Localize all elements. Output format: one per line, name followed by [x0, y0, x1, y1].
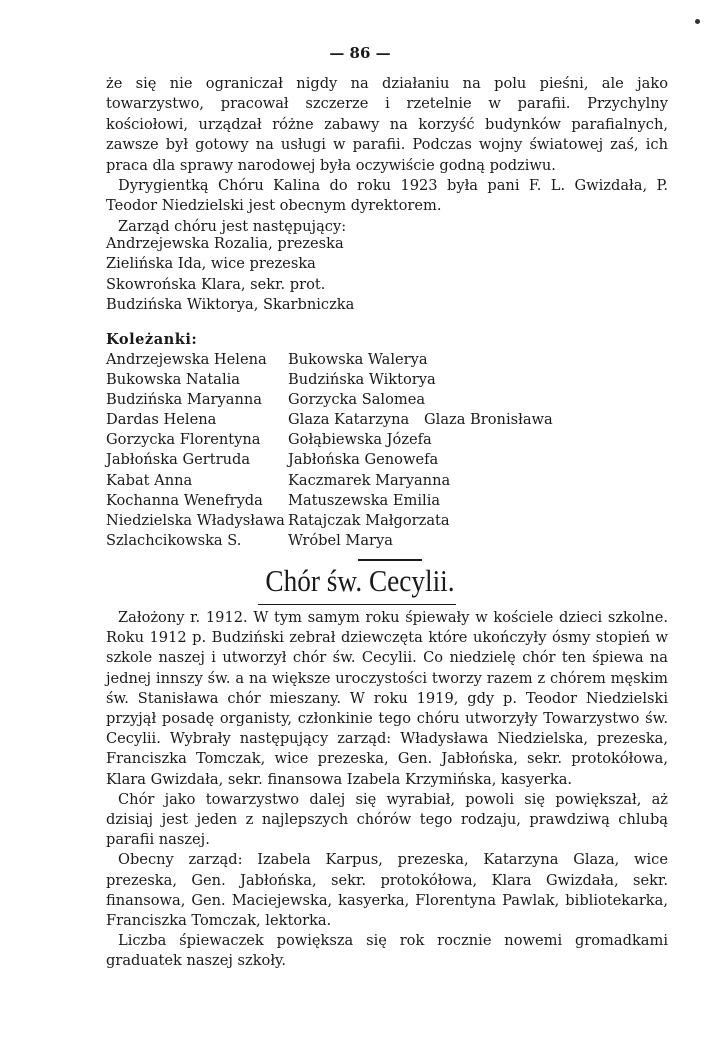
board-item: Zielińska Ida, wice prezeska [106, 255, 316, 273]
member-name: Matuszewska Emilia [288, 491, 441, 509]
speck-mark [695, 19, 700, 24]
member-name: Jabłońska Gertruda [106, 451, 251, 469]
history-paragraph-3: Obecny zarząd: Izabela Karpus, prezeska, Katarzyna Glaza, wice prezeska, Gen. Jabłońska, sekr. protokółowa, Klara Gwizdała, sekr. finansowa, Gen. Maciejewska, kasyerka, Florentyna Pawlak, bibliotekarka, Franciszka Tomczak, lektorka. [106, 851, 668, 930]
history-paragraph-2: Chór jako towarzystwo dalej się wyrabiał, powoli się powiększał, aż dzisiaj jest jeden z najlepszych chórów tego rodzaju, prawdziwą chlubą parafii naszej. [106, 790, 668, 849]
member-name: Dardas Helena [106, 411, 217, 429]
member-name: Ratajczak Małgorzata [288, 511, 450, 529]
intro-paragraph-2: Dyrygientką Chóru Kalina do roku 1923 była pani F. L. Gwizdała, P. Teodor Niedzielski jest obecnym dyrektorem. [106, 177, 668, 215]
member-name: Niedzielska Władysława [106, 511, 285, 529]
member-name: Wróbel Marya [288, 531, 393, 549]
colleagues-heading: Koleżanki: [106, 331, 198, 348]
title-rule-bottom [258, 604, 456, 605]
member-name: Kochanna Wenefryda [106, 491, 263, 509]
member-name: Kabat Anna [106, 471, 193, 489]
member-name: Szlachcikowska S. [106, 531, 242, 549]
member-name: Kaczmarek Maryanna [288, 471, 451, 489]
member-name: Glaza Katarzyna [288, 411, 410, 429]
history-paragraph-1: Założony r. 1912. W tym samym roku śpiewały w kościele dzieci szkolne. Roku 1912 p. Budziński zebrał dziewczęta które ukończyły ósmy stopień w szkole naszej i utworzył chór św. Cecylii. Co niedzielę chór ten śpiewa na jednej innszy św. a na większe uroczystości tworzy razem z chórem męskim św. Stanisława chór mieszany. W roku 1919, gdy p. Teodor Niedzielski przyjął posadę organisty, członkinie tego chóru utworzyły Towarzystwo św. Cecylii. Wybrały następujący zarząd: Władysława Niedzielska, prezeska, Franciszka Tomczak, wice prezeska, Gen. Jabłońska, sekr. protokółowa, Klara Gwizdała, sekr. finansowa Izabela Krzymińska, kasyerka. [106, 609, 668, 788]
member-name: Gorzycka Florentyna [106, 431, 261, 449]
member-name: Glaza Bronisława [424, 411, 553, 429]
member-name: Bukowska Walerya [288, 351, 428, 368]
board-item: Andrzejewska Rozalia, prezeska [106, 235, 344, 252]
member-name: Budzińska Wiktorya [288, 371, 436, 389]
page-number: — 86 — [329, 44, 391, 62]
member-name: Gorzycka Salomea [288, 391, 426, 409]
board-list [106, 234, 354, 316]
member-name: Andrzejewska Helena [106, 351, 267, 368]
board-item: Skowrońska Klara, sekr. prot. [106, 275, 326, 293]
history-paragraph-4: Liczba śpiewaczek powiększa się rok rocznie nowemi gromadkami graduatek naszej szkoły. [106, 932, 668, 970]
member-name: Budzińska Maryanna [106, 391, 262, 409]
member-name: Jabłońska Genowefa [288, 451, 439, 469]
board-item: Budzińska Wiktorya, Skarbniczka [106, 296, 355, 314]
board-intro: Zarząd chóru jest następujący: [118, 217, 347, 235]
history-text [106, 608, 668, 972]
intro-paragraph-1: że się nie ograniczał nigdy na działaniu na polu pieśni, ale jako towarzystwo, pracował szczerze i rzetelnie w parafii. Przychylny kościołowi, urządzał różne zabawy na korzyść budynków parafialnych, zawsze był gotowy na usługi w parafii. Podczas wojny światowej zaś, ich praca dla sprawy narodowej była oczywiście godną podziwu. [106, 75, 668, 174]
section-title: Chór św. Cecylii. [265, 563, 455, 598]
member-name: Bukowska Natalia [106, 371, 240, 389]
member-name: Gołąbiewska Józefa [288, 431, 432, 449]
intro-text [106, 74, 668, 237]
